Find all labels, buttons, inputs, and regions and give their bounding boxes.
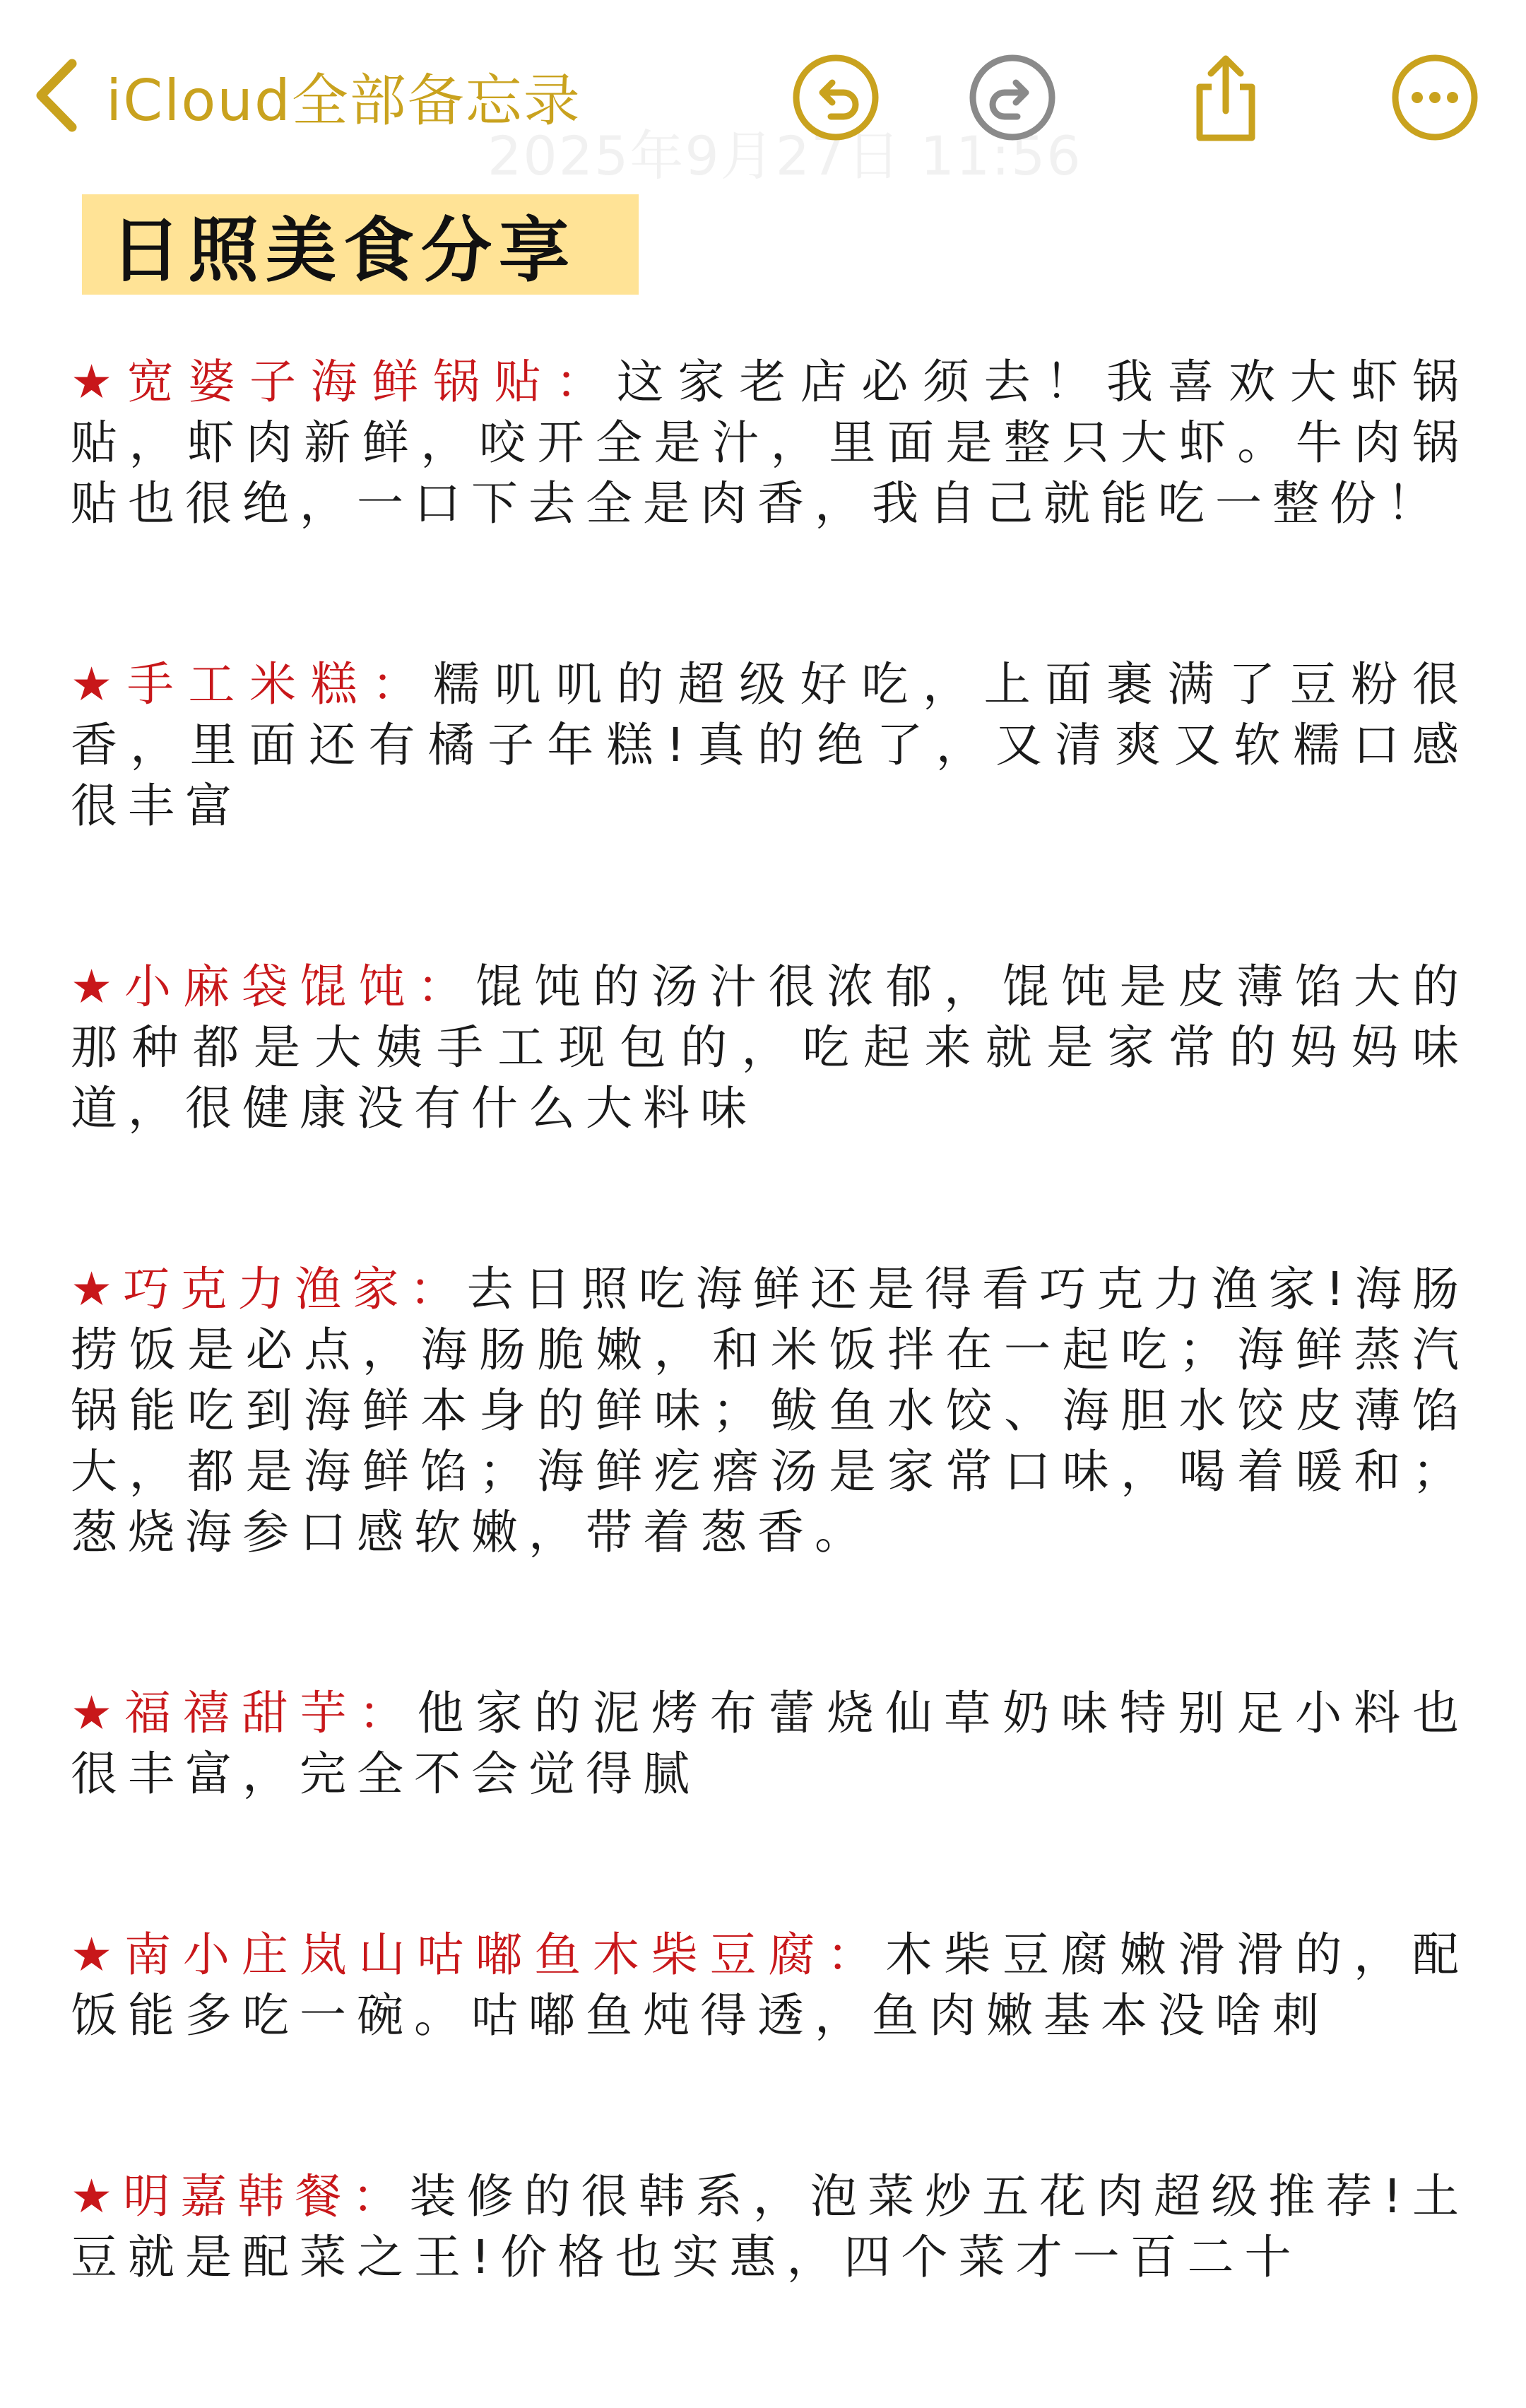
note-entry: [71, 957, 1469, 1139]
note-body[interactable]: [71, 352, 1469, 2408]
entry-name: ★手工米糕：: [71, 657, 433, 712]
undo-button[interactable]: [790, 52, 882, 143]
entry-text: 装修的很韩系，泡菜炒五花肉超级推荐!土豆就是配菜之王!价格也实惠，四个菜才一百二十: [71, 2169, 1469, 2284]
note-entry: [71, 352, 1469, 534]
entry-name: ★宽婆子海鲜锅贴：: [71, 355, 617, 409]
note-entry: [71, 654, 1469, 837]
note-entry: [71, 1259, 1469, 1563]
undo-icon: [790, 52, 882, 143]
entry-text: 木柴豆腐嫩滑滑的，配饭能多吃一碗。咕嘟鱼炖得透，鱼肉嫩基本没啥刺: [71, 1928, 1470, 2043]
entry-text: 这家老店必须去！我喜欢大虾锅贴，虾肉新鲜，咬开全是汁，里面是整只大虾。牛肉锅贴也很绝，一口下去全是肉香，我自己就能吃一整份！: [71, 355, 1469, 531]
note-title[interactable]: 日照美食分享: [110, 209, 576, 292]
more-button[interactable]: [1389, 52, 1481, 143]
chevron-left-icon: [31, 57, 81, 134]
note-entry: [71, 2166, 1469, 2288]
note-entry: [71, 1925, 1469, 2046]
redo-icon: [966, 52, 1058, 143]
note-date: 2025年9月27日 11:56: [487, 124, 1082, 187]
entry-name: ★明嘉韩餐：: [71, 2169, 410, 2224]
share-icon: [1180, 52, 1272, 143]
entry-text: 糯叽叽的超级好吃，上面裹满了豆粉很香，里面还有橘子年糕!真的绝了，又清爽又软糯口感很丰富: [71, 657, 1470, 833]
note-title-highlight: [82, 194, 639, 295]
entry-name: ★福禧甜芋：: [71, 1686, 418, 1740]
note-entry: [71, 1683, 1469, 1805]
share-button[interactable]: [1180, 52, 1272, 143]
entry-text: 馄饨的汤汁很浓郁，馄饨是皮薄馅大的那种都是大姨手工现包的，吃起来就是家常的妈妈味道，很健康没有什么大料味: [71, 960, 1469, 1135]
back-label: iCloud全部备忘录: [106, 67, 581, 134]
entry-text: 去日照吃海鲜还是得看巧克力渔家!海肠捞饭是必点，海肠脆嫩，和米饭拌在一起吃；海鲜蒸汽锅能吃到海鲜本身的鲜味；鲅鱼水饺、海胆水饺皮薄馅大，都是海鲜馅；海鲜疙瘩汤是家常口味，喝着暖和；葱烧海参口感软嫩，带着葱香。: [71, 1262, 1469, 1559]
ellipsis-icon: [1389, 52, 1481, 143]
redo-button[interactable]: [966, 52, 1058, 143]
nav-bar: [0, 0, 1526, 187]
entry-name: ★南小庄岚山咕嘟鱼木柴豆腐：: [71, 1928, 886, 1982]
entry-name: ★小麻袋馄饨：: [71, 960, 476, 1014]
entry-text: 他家的泥烤布蕾烧仙草奶味特别足小料也很丰富，完全不会觉得腻: [71, 1686, 1469, 1801]
entry-name: ★巧克力渔家：: [71, 1262, 467, 1316]
